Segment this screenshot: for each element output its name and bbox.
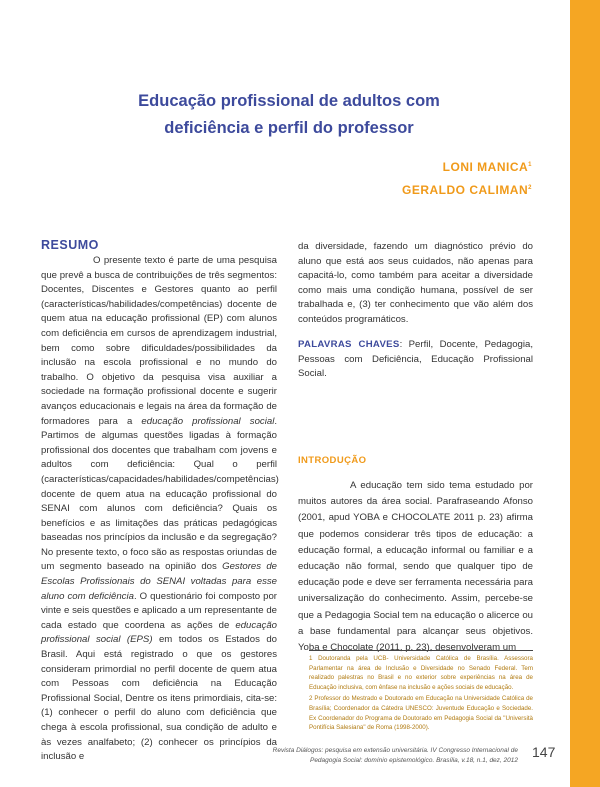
introducao-body (298, 478, 533, 656)
author-1 (443, 160, 532, 174)
title-line-2: deficiência e perfil do professor (164, 119, 414, 137)
resumo-em-3: educação profissional social (EPS) (41, 619, 277, 646)
resumo-continued: da diversidade, fazendo um diagnóstico prévio do aluno que está aos seus cuidados, não apenas para capacitá-lo, como também para aceitar a diversidade como mais uma condição humana, possível de ser trabalhada e, (3) ter conhecimento que vão além dos conteúdos programáticos. (298, 241, 533, 325)
keywords-label: PALAVRAS CHAVES (298, 339, 400, 350)
resumo-text-1: O presente texto é parte de uma pesquisa que prevê a busca de contribuições de três segmentos: Docentes, Discentes e Gestores quanto ao perfil (características/habilidades/competências) docente de quem atua na educação profissional (EP) com alunos com deficiência em cursos de aprendizagem industrial, bem como sobre dificuldades/possibilidades da inclusão na escola profissional e no mundo do trabalho. O objetivo da pesquisa visa auxiliar a sociedade na formação profissional docente e sugerir avanços educacionais e legais na área da formação de formadores para a (41, 255, 277, 427)
resumo-text-3: . O questionário foi composto por vinte e seis questões e aplicado a um representante de cada estado que coordena as ações de (41, 590, 277, 631)
footer-line-1: Revista Diálogos: pesquisa em extensão universitária. IV Congresso Internacional de (272, 747, 518, 754)
footnotes (309, 650, 533, 735)
introducao-heading: INTRODUÇÃO (298, 455, 367, 466)
resumo-continued-column (298, 240, 533, 328)
footer-line-2: Pedagogia Social: domínio epistemológico. Brasília, v.18, n.1, dez, 2012 (309, 757, 518, 764)
orange-side-bar (570, 0, 600, 787)
introducao-paragraph: A educação tem sido tema estudado por muitos autores da área social. Parafraseando Afonso (2001, apud YOBA e CHOCOLATE 2011 p. 23) afirma que podemos considerar três tipos de educação: a educação formal, a educação informal ou familiar e a educação não formal, sendo que qualquer tipo de educação pode e deve ser ferramenta necessária para universalização do conhecimento. Assim, percebe-se que a Pedagogia Social tem na educação o alicerce ou a base fundamental para alcançar seus objetivos. Yoba e Chocolate (2011, p. 23), desenvolveram um (298, 480, 533, 654)
author-2-note: 2 (528, 185, 532, 191)
resumo-text-2: . Partimos de algumas questões ligadas à formação profissional dos docentes que trabalham com jovens e adultos com deficiência: Qual o perfil (características/capacidades/habilidades/competências) docente de quem atua na educação profissional do SENAI com alunos com deficiência? Quais os benefícios e as limitações das práticas pedagógicas baseadas nos princípios da inclusão e da segregação? No presente texto, o foco são as respostas oriundas de um segmento baseado na opinião dos (41, 415, 279, 573)
title-line-1: Educação profissional de adultos com (138, 92, 440, 110)
resumo-paragraph (41, 254, 277, 765)
author-1-note: 1 (528, 162, 532, 168)
resumo-column (41, 238, 277, 765)
author-2-name: GERALDO CALIMAN (401, 183, 529, 197)
page-number: 147 (532, 744, 556, 760)
keywords (298, 338, 533, 382)
resumo-em-1: educação profissional social (141, 415, 275, 427)
footnote-2: 2 Professor do Mestrado e Doutorado em Educação na Universidade Católica de Brasília; Coordenador da Cátedra UNESCO: Juventude Educação e Sociedade. Ex Coordenador do Programa de Doutorado em Pedagogia Social da "Università Pontifícia Salesiana" de Roma (1998-2000). (309, 695, 533, 732)
author-2 (402, 183, 532, 197)
journal-footer (218, 746, 518, 766)
author-1-name: LONI MANICA (442, 160, 529, 174)
article-title (40, 88, 538, 142)
footnote-1: 1 Doutoranda pela UCB- Universidade Católica de Brasília. Assessora Parlamentar na área de Inclusão e Diversidade no Senado Federal. Tem realizado palestras no Brasil e no exterior sobre experiências na área de Educação inclusiva, com ênfase na inclusão e ações sociais de educação. (309, 655, 533, 691)
resumo-heading: RESUMO (41, 238, 99, 252)
resumo-text-4: em todos os Estados do Brasil. Aqui está registrado o que os gestores consideram primordial no perfil docente de quem atua com Pessoas com deficiência na Educação Profissional Social, Dentre os itens primordiais, cita-se: (1) conhecer o perfil do aluno com deficiência que chega à escola profissional, sua condição de adulto e às vezes analfabeto; (2) conhecer os princípios da inclusão e (41, 634, 277, 763)
keywords-text: : Perfil, Docente, Pedagogia, Pessoas com Deficiência, Educação Profissional Social. (298, 339, 533, 380)
resumo-em-2: Gestores de Escolas Profissionais do SENAI voltadas para esse aluno com deficiência (41, 561, 277, 602)
